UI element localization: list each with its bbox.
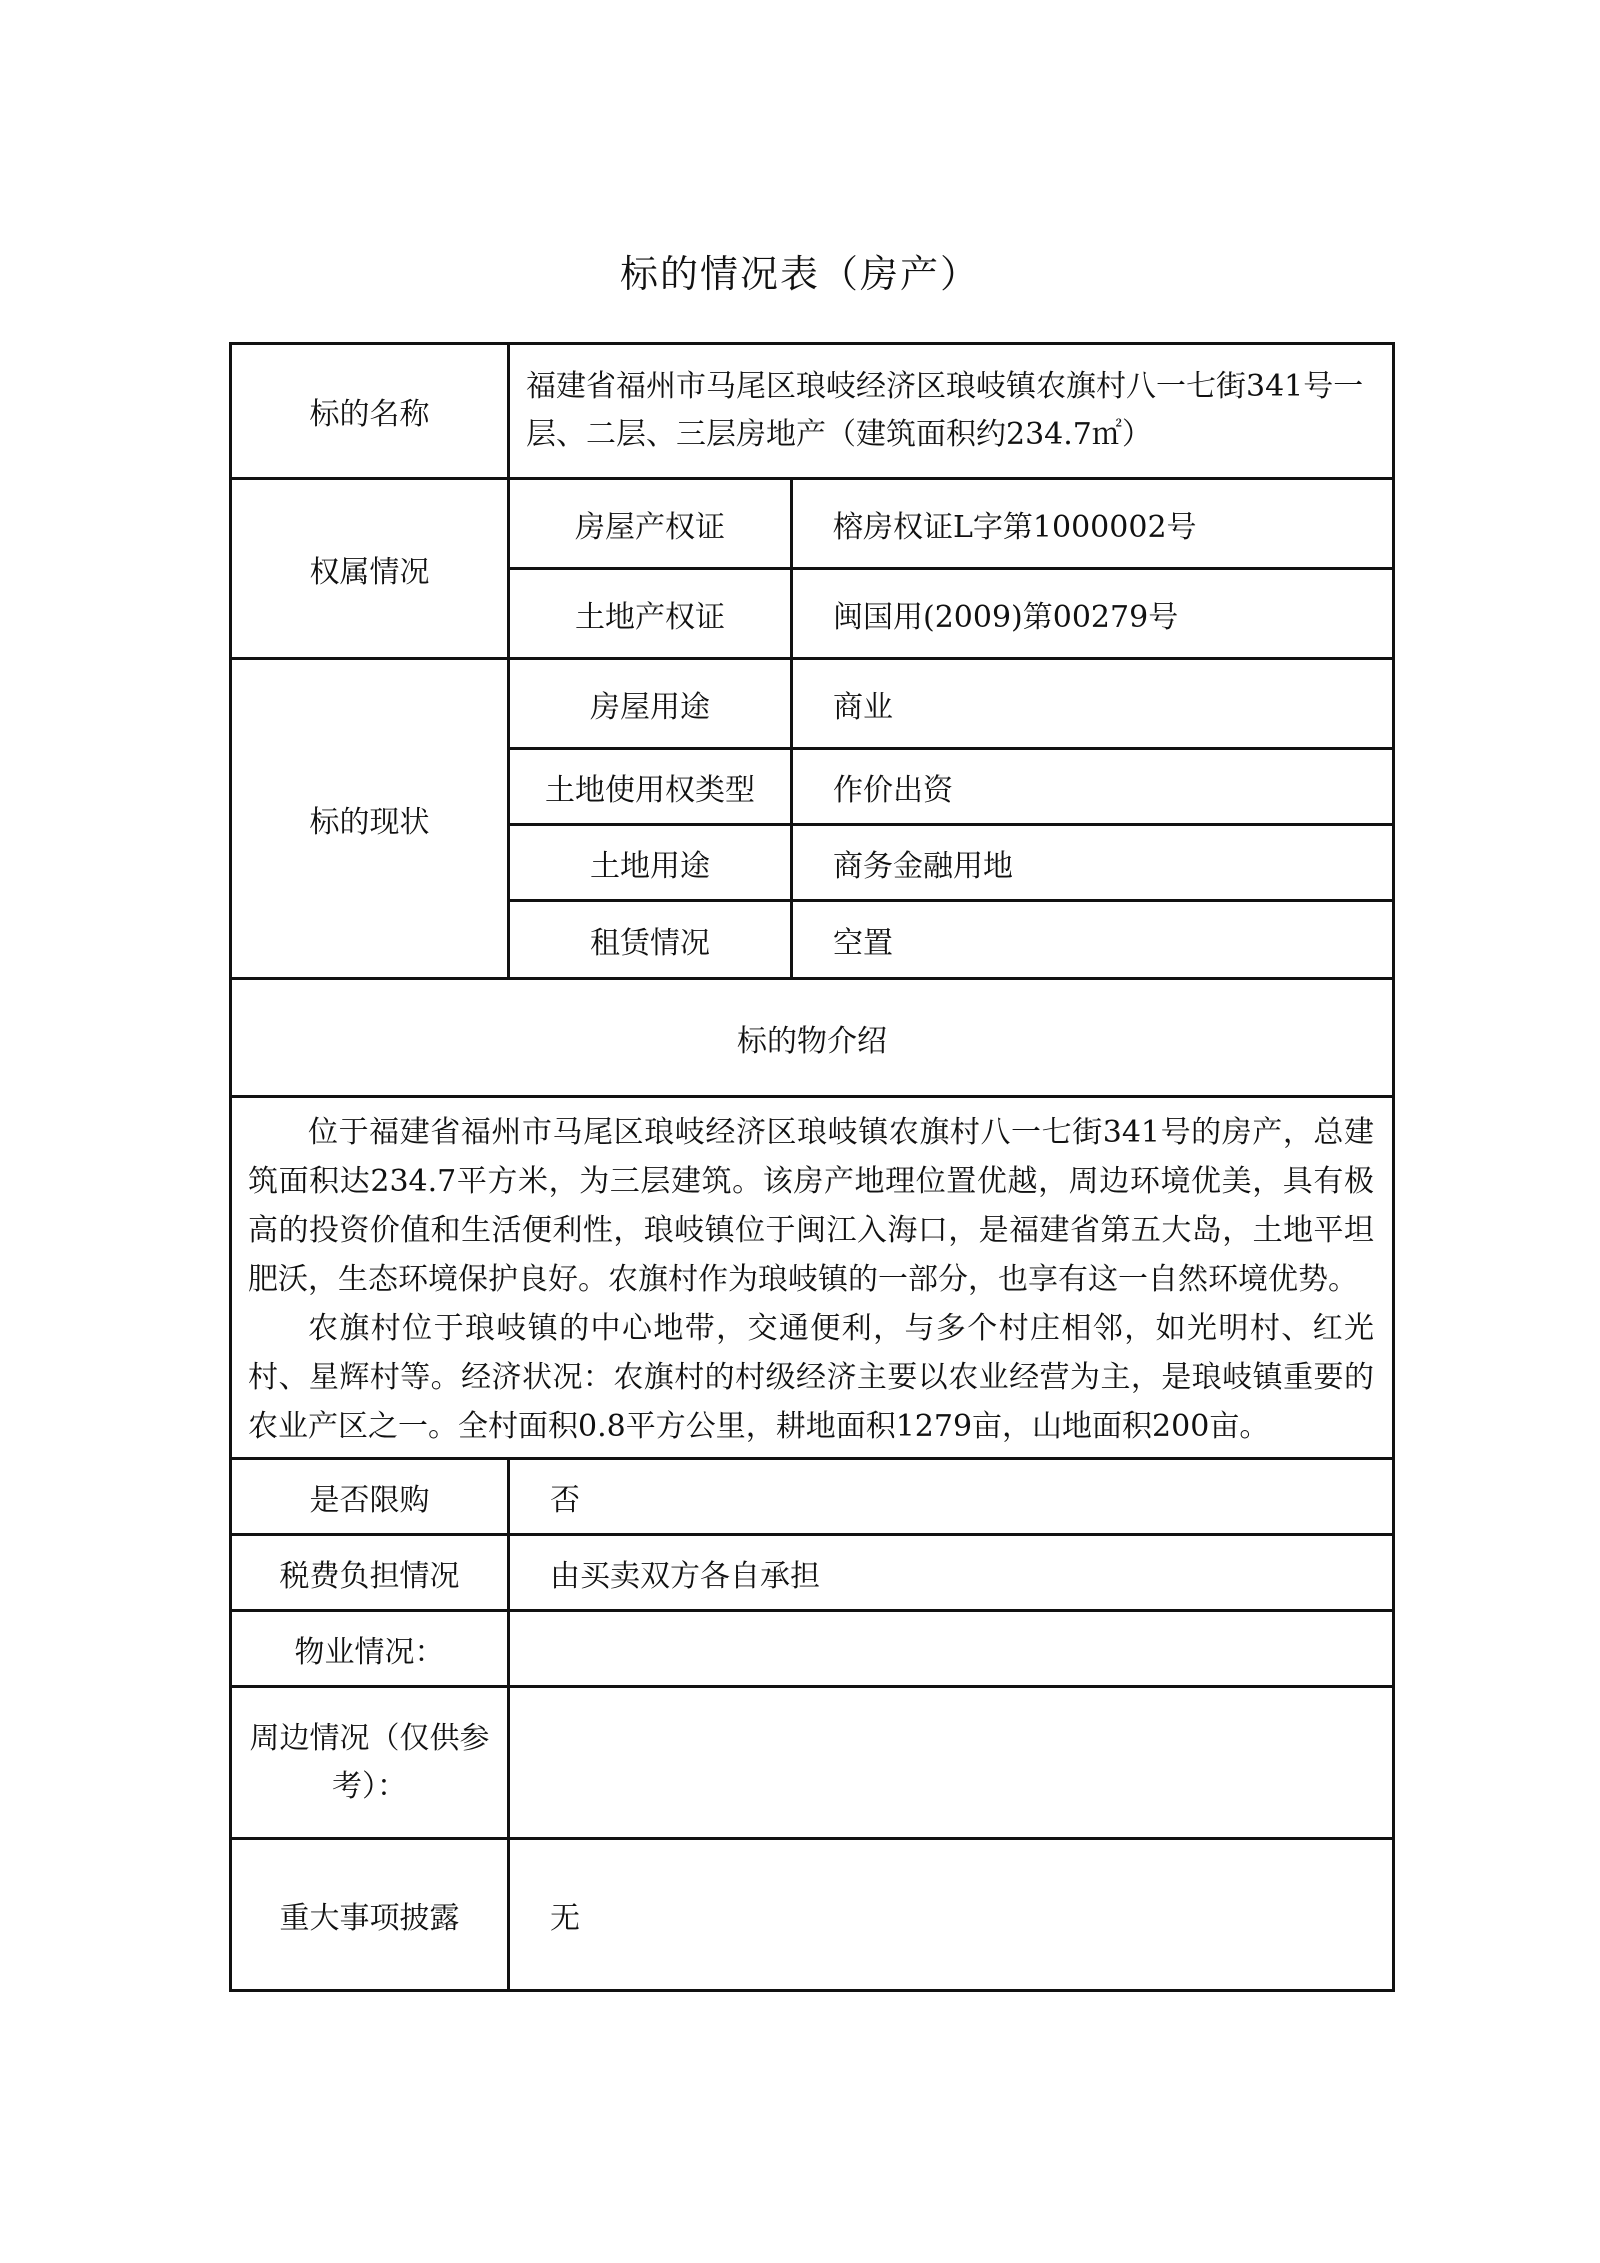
value-land-use: 商务金融用地	[792, 825, 1394, 901]
label-land-use: 土地用途	[509, 825, 792, 901]
label-property-name: 标的名称	[231, 344, 509, 479]
label-ownership: 权属情况	[231, 479, 509, 659]
label-current-status: 标的现状	[231, 659, 509, 979]
row-intro-body	[231, 1097, 1394, 1459]
row-status-house-use	[231, 659, 1394, 749]
label-land-certificate: 土地产权证	[509, 569, 792, 659]
row-tax-burden	[231, 1535, 1394, 1611]
intro-body	[231, 1097, 1394, 1459]
row-major-disclosure	[231, 1839, 1394, 1991]
label-tax-burden: 税费负担情况	[231, 1535, 509, 1611]
label-house-certificate: 房屋产权证	[509, 479, 792, 569]
value-land-right-type: 作价出资	[792, 749, 1394, 825]
intro-paragraph: 位于福建省福州市马尾区琅岐经济区琅岐镇农旗村八一七街341号的房产，总建筑面积达234.7平方米，为三层建筑。该房产地理位置优越，周边环境优美，具有极高的投资价值和生活便利性，琅岐镇位于闽江入海口，是福建省第五大岛，土地平坦肥沃，生态环境保护良好。农旗村作为琅岐镇的一部分，也享有这一自然环境优势。	[248, 1115, 1374, 1297]
value-purchase-limit: 否	[509, 1459, 1394, 1535]
row-ownership-house	[231, 479, 1394, 569]
label-major-disclosure: 重大事项披露	[231, 1839, 509, 1991]
value-property-name: 福建省福州市马尾区琅岐经济区琅岐镇农旗村八一七街341号一层、二层、三层房地产（建筑面积约234.7㎡）	[509, 344, 1394, 479]
label-lease-status: 租赁情况	[509, 901, 792, 979]
row-property-management	[231, 1611, 1394, 1687]
value-land-certificate: 闽国用(2009)第00279号	[792, 569, 1394, 659]
label-purchase-limit: 是否限购	[231, 1459, 509, 1535]
label-property-management: 物业情况：	[231, 1611, 509, 1687]
value-surroundings	[509, 1687, 1394, 1839]
value-property-management	[509, 1611, 1394, 1687]
value-house-certificate: 榕房权证L字第1000002号	[792, 479, 1394, 569]
property-info-table	[229, 342, 1395, 1992]
document-title: 标的情况表（房产）	[619, 252, 980, 296]
value-lease-status: 空置	[792, 901, 1394, 979]
label-land-right-type: 土地使用权类型	[509, 749, 792, 825]
value-tax-burden: 由买卖双方各自承担	[509, 1535, 1394, 1611]
value-house-use: 商业	[792, 659, 1394, 749]
row-purchase-limit	[231, 1459, 1394, 1535]
intro-heading: 标的物介绍	[231, 979, 1394, 1097]
row-intro-heading	[231, 979, 1394, 1097]
label-house-use: 房屋用途	[509, 659, 792, 749]
row-surroundings	[231, 1687, 1394, 1839]
label-surroundings: 周边情况（仅供参考）：	[231, 1687, 509, 1839]
value-major-disclosure: 无	[509, 1839, 1394, 1991]
intro-paragraph: 农旗村位于琅岐镇的中心地带，交通便利，与多个村庄相邻，如光明村、红光村、星辉村等。经济状况：农旗村的村级经济主要以农业经营为主，是琅岐镇重要的农业产区之一。全村面积0.8平方公里，耕地面积1279亩，山地面积200亩。	[248, 1311, 1374, 1444]
row-property-name	[231, 344, 1394, 479]
